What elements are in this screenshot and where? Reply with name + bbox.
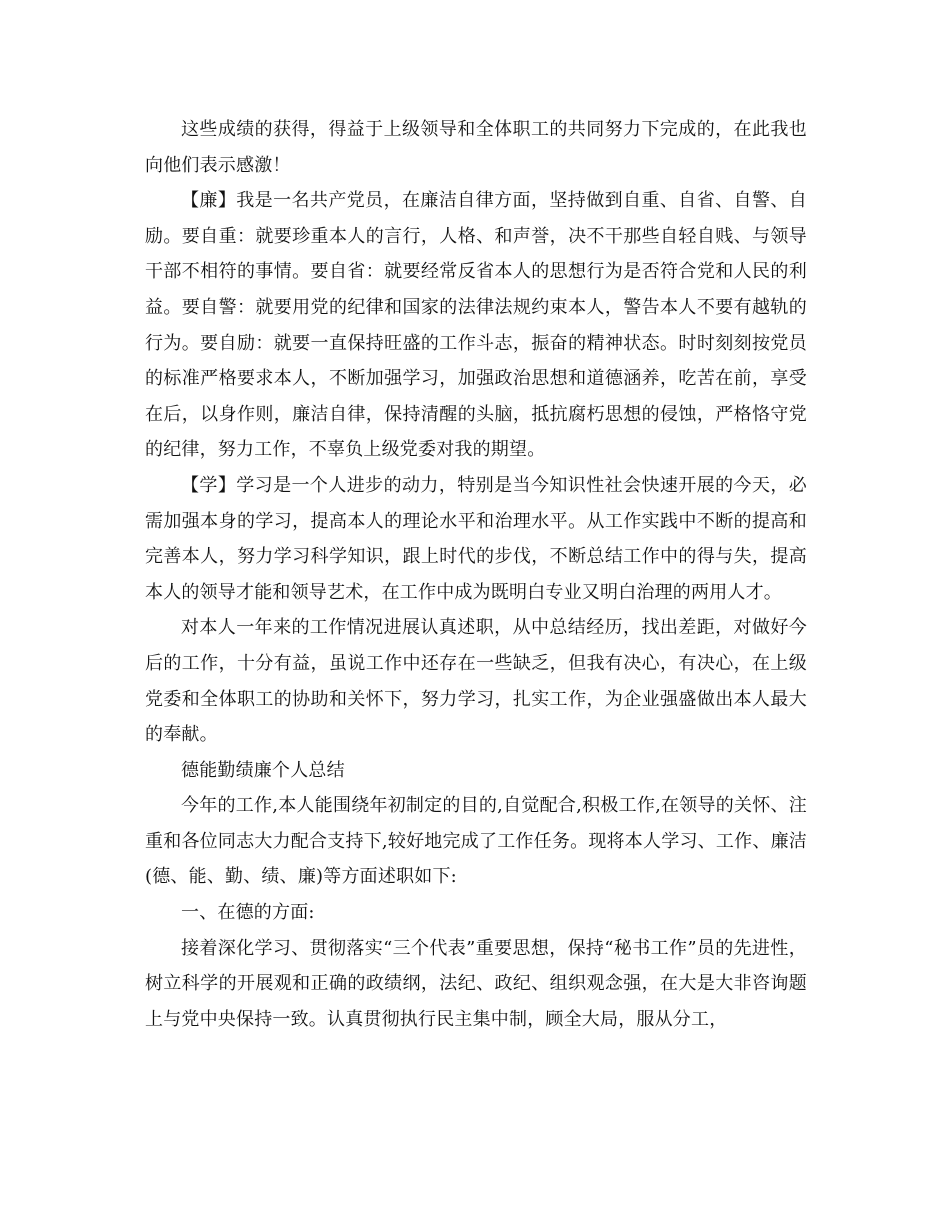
paragraph-conclusion: 对本人一年来的工作情况进展认真述职，从中总结经历，找出差距，对做好今后的工作，十分有益，虽说工作中还存在一些缺乏，但我有决心，有决心，在上级党委和全体职工的协助和关怀下，努力学习，扎实工作，为企业强盛做出本人最大的奉献。: [145, 617, 807, 746]
paragraph-xue-study: 【学】学习是一个人进步的动力，特别是当今知识性社会快速开展的今天，必需加强本身的学习，提高本人的理论水平和治理水平。从工作实践中不断的提高和完善本人，努力学习科学知识，跟上时代的步伐，不断总结工作中的得与失，提高本人的领导才能和领导艺术，在工作中成为既明白专业又明白治理的两用人才。: [145, 474, 807, 603]
paragraph-de-body: 接着深化学习、贯彻落实“三个代表”重要思想，保持“秘书工作”员的先进性，树立科学的开展观和正确的政绩纲，法纪、政纪、组织观念强，在大是大非咨询题上与党中央保持一致。认真贯彻执行民主集中制，顾全大局，服从分工，: [145, 937, 807, 1030]
section-heading-de: 一、在德的方面:: [181, 902, 315, 924]
document-page: [145, 112, 807, 1037]
paragraph-intro: 今年的工作,本人能围绕年初制定的目的,自觉配合,积极工作,在领导的关怀、注重和各位同志大力配合支持下,较好地完成了工作任务。现将本人学习、工作、廉洁(德、能、勤、绩、廉)等方面述职如下:: [145, 795, 807, 888]
paragraph-thanks: 这些成绩的获得，得益于上级领导和全体职工的共同努力下完成的，在此我也向他们表示感激！: [145, 119, 807, 176]
paragraph-lian-integrity: 【廉】我是一名共产党员，在廉洁自律方面，坚持做到自重、自省、自警、自励。要自重：就要珍重本人的言行，人格、和声誉，决不干那些自轻自贱、与领导干部不相符的事情。要自省：就要经常反省本人的思想行为是否符合党和人民的利益。要自警：就要用党的纪律和国家的法律法规约束本人，警告本人不要有越轨的行为。要自励：就要一直保持旺盛的工作斗志，振奋的精神状态。时时刻刻按党员的标准严格要求本人，不断加强学习，加强政治思想和道德涵养，吃苦在前，享受在后，以身作则，廉洁自律，保持清醒的头脑，抵抗腐朽思想的侵蚀，严格恪守党的纪律，努力工作，不辜负上级党委对我的期望。: [145, 190, 807, 461]
section-title: 德能勤绩廉个人总结: [181, 759, 345, 781]
